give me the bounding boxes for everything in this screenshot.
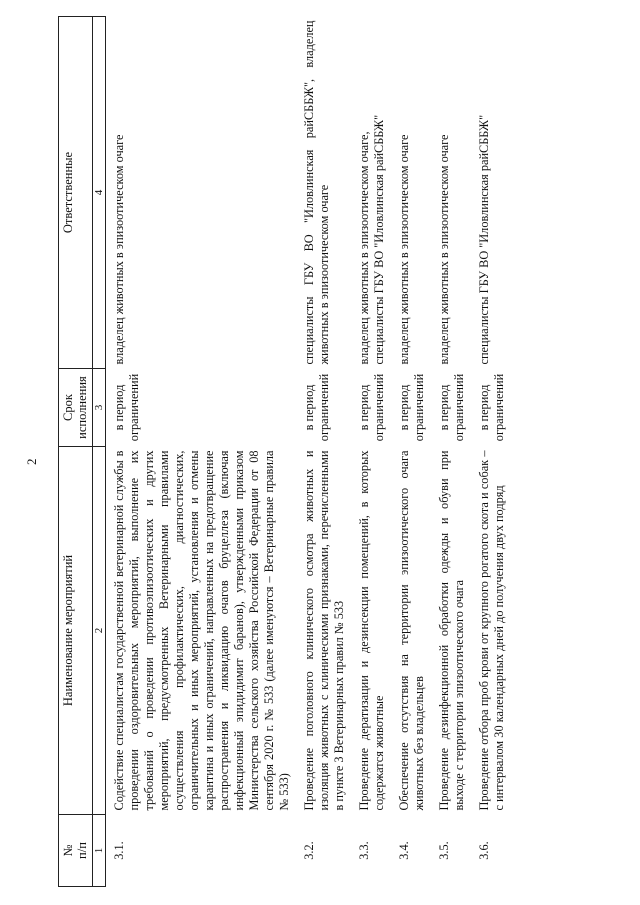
measure-name: Проведение дератизации и дезинсекции помещений, в которых содержатся животные: [357, 450, 387, 811]
measure-name: Проведение поголовного клинического осмотра животных и изоляция животных с клиническими признаками, перечисленными в пункте 3 Ветеринарных правил № 533: [302, 450, 347, 811]
header-name: Наименование мероприятий: [59, 447, 93, 815]
measure-responsible: [106, 17, 297, 369]
responsible-line: специалисты ГБУ ВО "Иловлинская райСББЖ", владелец животных в эпизоотическом очаге: [302, 20, 332, 365]
table-row: [471, 17, 511, 887]
measure-name: Проведение отбора проб крови от крупного рогатого скота и собак – с интервалом 30 календарных дней до получения двух подряд: [477, 450, 507, 811]
measure-responsible: [431, 17, 471, 369]
measure-name: Содействие специалистам государственной ветеринарной службы в проведении оздоровительных мероприятий, выполнение их требований о проведении противоэпизоотических и других мероприятий, предусмотренных Ветеринарными правилами осуществления профилактических, диагностических, ограничительных и иных мероприятий, установления и отмены карантина и иных ограничений, направленных на предотвращение распространения и ликвидацию очагов бруцеллеза (включая инфекционный эпидидимит баранов), утвержденными приказом Министерства сельского хозяйства Российской Федерации от 08 сентября 2020 г. № 533 (далее именуются – Ветеринарные правила № 533): [112, 450, 292, 811]
table-row: [391, 17, 431, 887]
measure-term: в период ограничений: [302, 373, 332, 442]
measure-responsible: [391, 17, 431, 369]
responsible-line: владелец животных в эпизоотическом очаге: [112, 134, 127, 365]
responsible-line: владелец животных в эпизоотическом очаге,: [357, 131, 372, 365]
responsible-line: специалисты ГБУ ВО "Иловлинская райСББЖ": [372, 114, 387, 365]
table-row: [296, 17, 351, 887]
column-number: 2: [92, 447, 106, 815]
column-number: 1: [92, 815, 106, 887]
measure-term: в период ограничений: [112, 373, 142, 442]
page-number: 2: [24, 458, 39, 465]
measure-term: в период ограничений: [437, 373, 467, 442]
responsible-line: владелец животных в эпизоотическом очаге: [437, 134, 452, 365]
column-number: 3: [92, 369, 106, 447]
measure-term: в период ограничений: [477, 373, 507, 442]
table-row: [351, 17, 391, 887]
column-number-row: [92, 17, 106, 887]
row-number: 3.4.: [397, 841, 412, 860]
header-num: № п/п: [59, 815, 93, 887]
row-number: 3.3.: [357, 841, 372, 860]
measure-name: Обеспечение отсутствия на территории эпизоотического очага животных без владельцев: [397, 450, 427, 811]
responsible-line: владелец животных в эпизоотическом очаге: [397, 134, 412, 365]
row-number: 3.1.: [112, 841, 127, 860]
measure-term: в период ограничений: [397, 373, 427, 442]
measure-term: в период ограничений: [357, 373, 387, 442]
measures-table: [58, 16, 511, 887]
header-responsible: Ответственные: [59, 17, 93, 369]
measure-responsible: [471, 17, 511, 369]
column-number: 4: [92, 17, 106, 369]
table-row: [106, 17, 297, 887]
row-number: 3.6.: [477, 841, 492, 860]
row-number: 3.2.: [302, 841, 317, 860]
responsible-line: специалисты ГБУ ВО "Иловлинская райСББЖ": [477, 114, 492, 365]
measure-responsible: [351, 17, 391, 369]
measure-responsible: [296, 17, 351, 369]
row-number: 3.5.: [437, 841, 452, 860]
header-term: Срок исполнения: [59, 369, 93, 447]
measure-name: Проведение дезинфекционной обработки одежды и обуви при выходе с территории эпизоотического очага: [437, 450, 467, 811]
table-row: [431, 17, 471, 887]
table-header-row: [59, 17, 93, 887]
